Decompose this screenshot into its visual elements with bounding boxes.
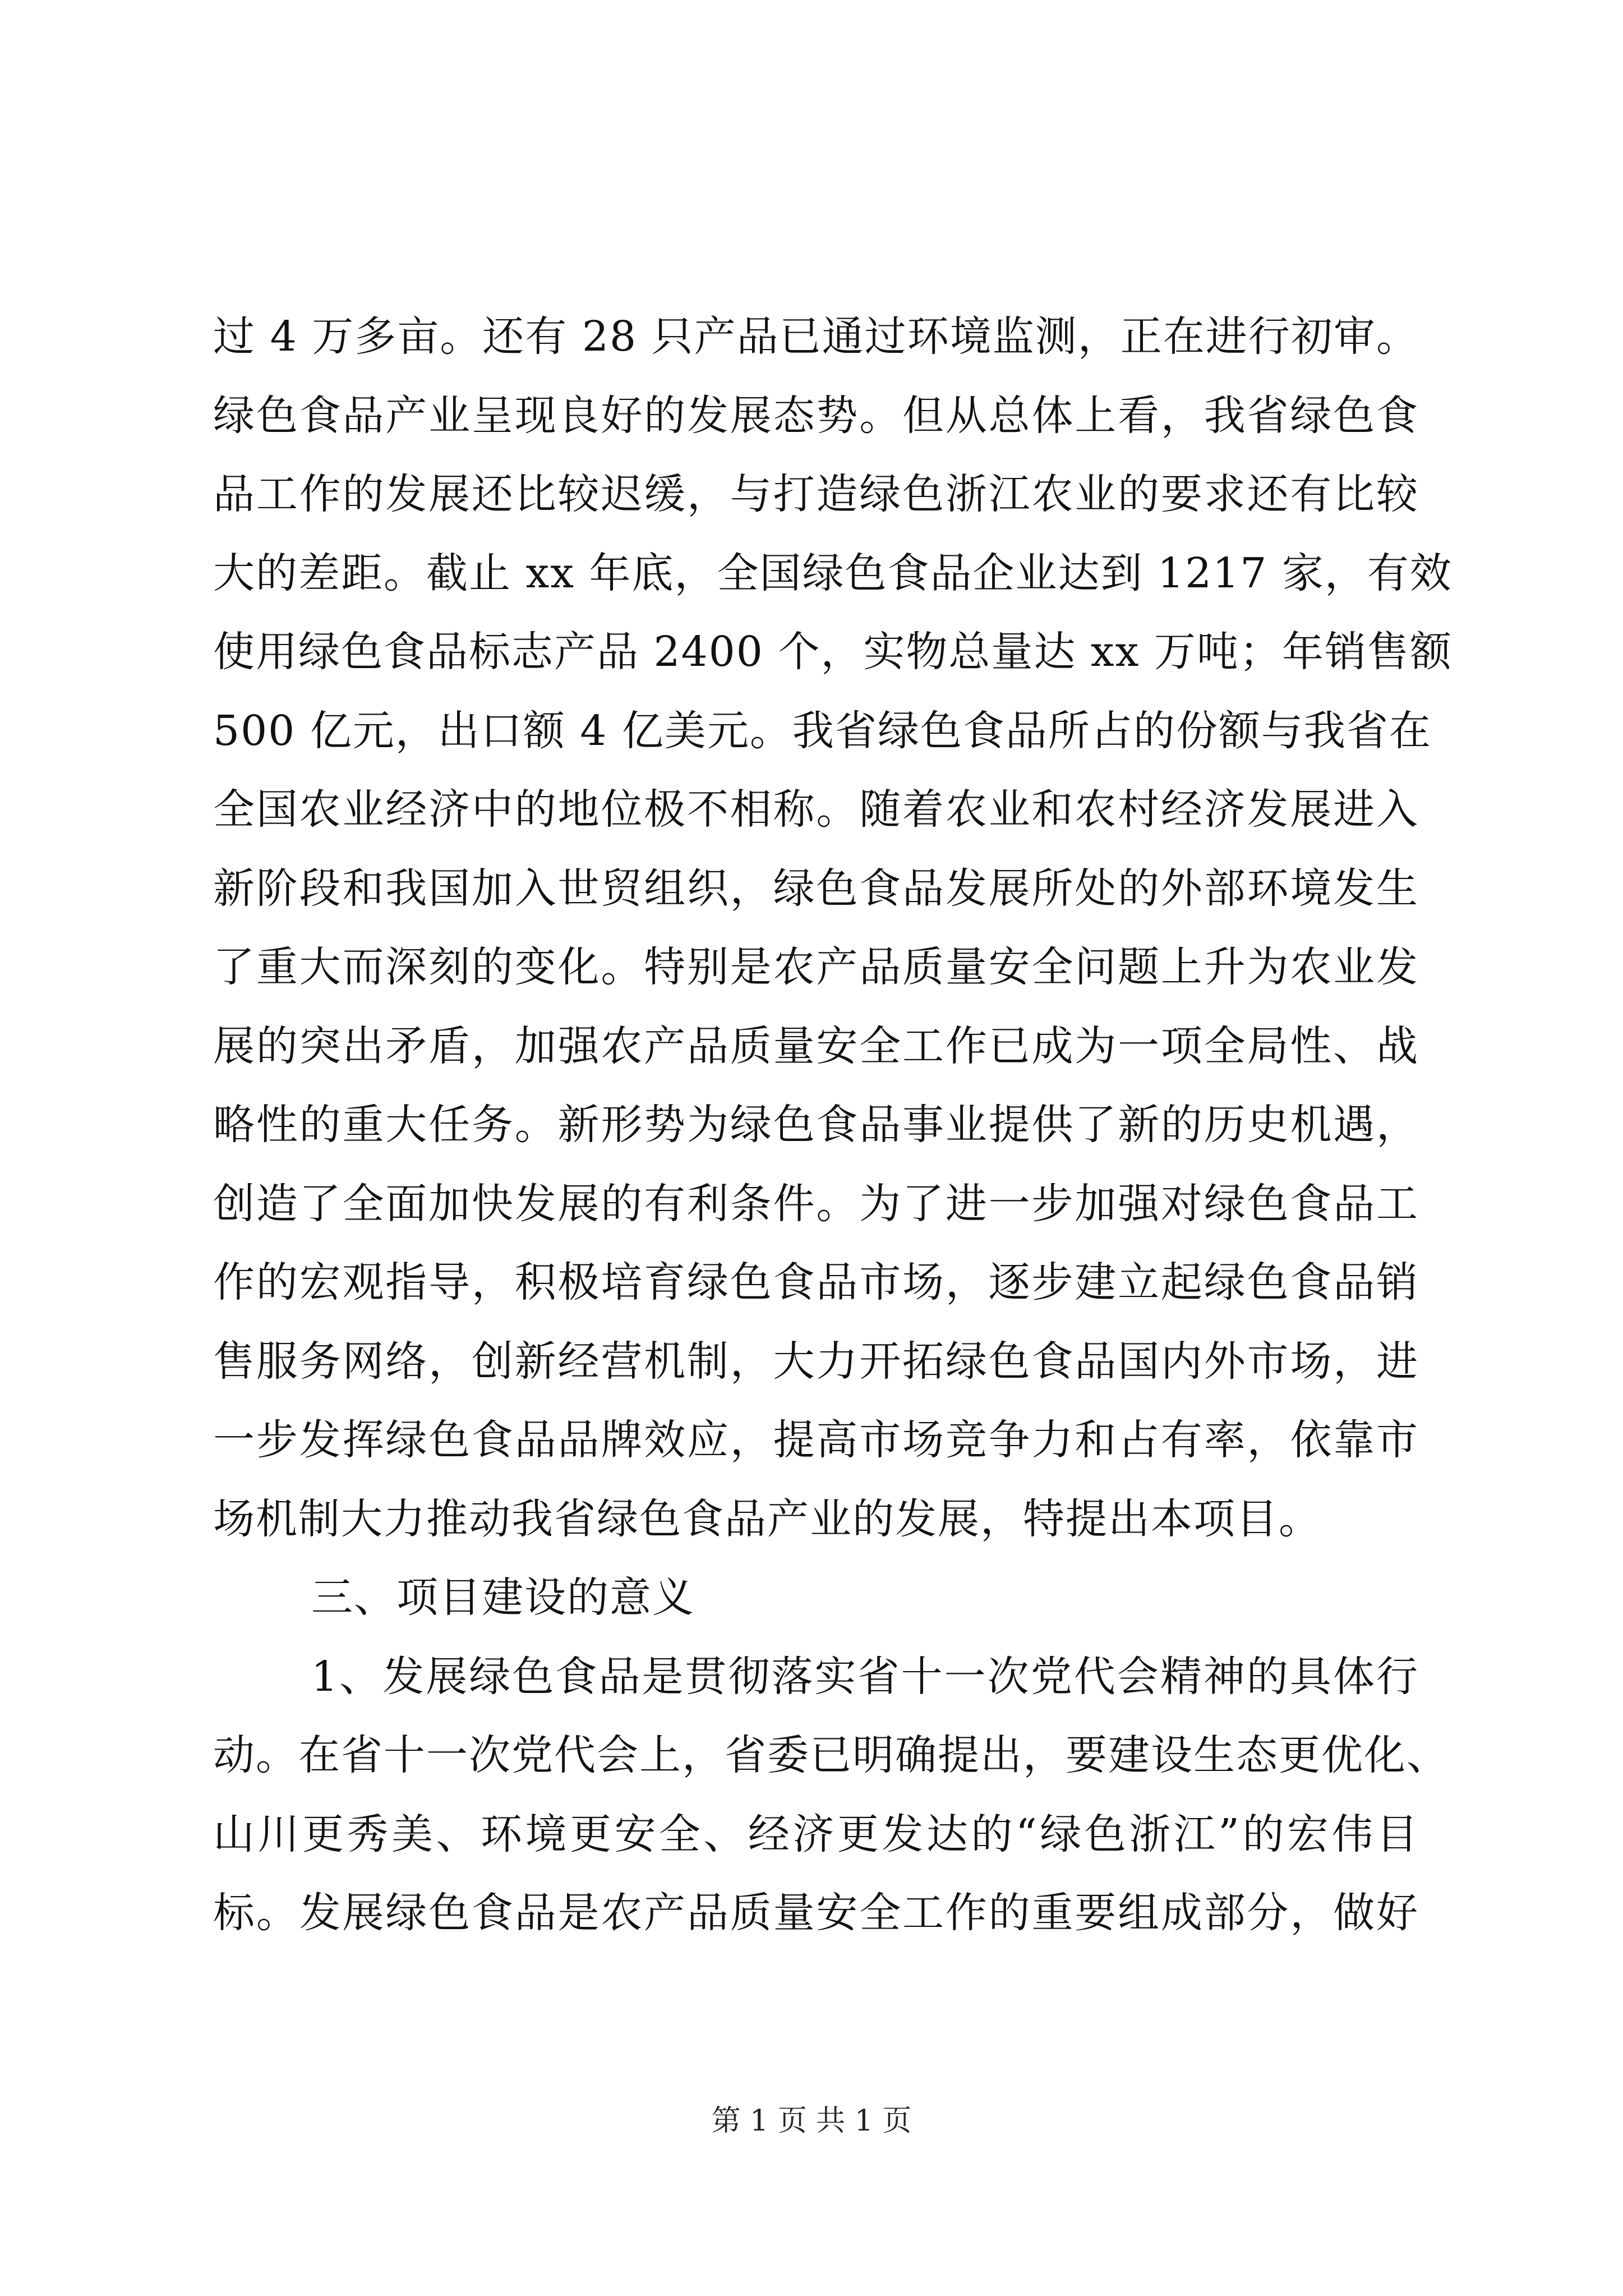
text-line: 创造了全面加快发展的有利条件。为了进一步加强对绿色食品工 <box>213 1179 1419 1228</box>
text-line: 新阶段和我国加入世贸组织，绿色食品发展所处的外部环境发生 <box>213 864 1419 913</box>
text-line: 1、发展绿色食品是贯彻落实省十一次党代会精神的具体行 <box>311 1652 1419 1701</box>
text-line: 场机制大力推动我省绿色食品产业的发展，特提出本项目。 <box>213 1494 1321 1543</box>
text-line: 了重大而深刻的变化。特别是农产品质量安全问题上升为农业发 <box>213 943 1419 991</box>
text-line: 过 4 万多亩。还有 28 只产品已通过环境监测，正在进行初审。 <box>213 312 1419 361</box>
text-line: 一步发挥绿色食品品牌效应，提高市场竞争力和占有率，依靠市 <box>213 1416 1419 1464</box>
text-line: 使用绿色食品标志产品 2400 个，实物总量达 xx 万吨；年销售额 <box>213 628 1453 676</box>
page-number-label: 第 1 页 共 1 页 <box>711 2104 912 2138</box>
text-line: 500 亿元，出口额 4 亿美元。我省绿色食品所占的份额与我省在 <box>213 706 1432 755</box>
text-line: 绿色食品产业呈现良好的发展态势。但从总体上看，我省绿色食 <box>213 391 1419 440</box>
text-line: 大的差距。截止 xx 年底，全国绿色食品企业达到 1217 家，有效 <box>213 549 1453 597</box>
text-line: 售服务网络，创新经营机制，大力开拓绿色食品国内外市场，进 <box>213 1337 1419 1386</box>
text-line: 标。发展绿色食品是农产品质量安全工作的重要组成部分，做好 <box>213 1889 1419 1937</box>
document-body <box>213 297 1453 1953</box>
page-footer <box>0 2101 1623 2141</box>
text-line: 品工作的发展还比较迟缓，与打造绿色浙江农业的要求还有比较 <box>213 470 1419 518</box>
text-line: 作的宏观指导，积极培育绿色食品市场，逐步建立起绿色食品销 <box>213 1258 1419 1306</box>
section-heading: 三、项目建设的意义 <box>311 1573 695 1622</box>
text-line: 动。在省十一次党代会上，省委已明确提出，要建设生态更优化、 <box>213 1731 1449 1779</box>
text-line: 全国农业经济中的地位极不相称。随着农业和农村经济发展进入 <box>213 785 1419 834</box>
text-line: 山川更秀美、环境更安全、经济更发达的“绿色浙江”的宏伟目 <box>213 1810 1419 1858</box>
text-line: 略性的重大任务。新形势为绿色食品事业提供了新的历史机遇， <box>213 1101 1419 1149</box>
text-line: 展的突出矛盾，加强农产品质量安全工作已成为一项全局性、战 <box>213 1022 1419 1070</box>
